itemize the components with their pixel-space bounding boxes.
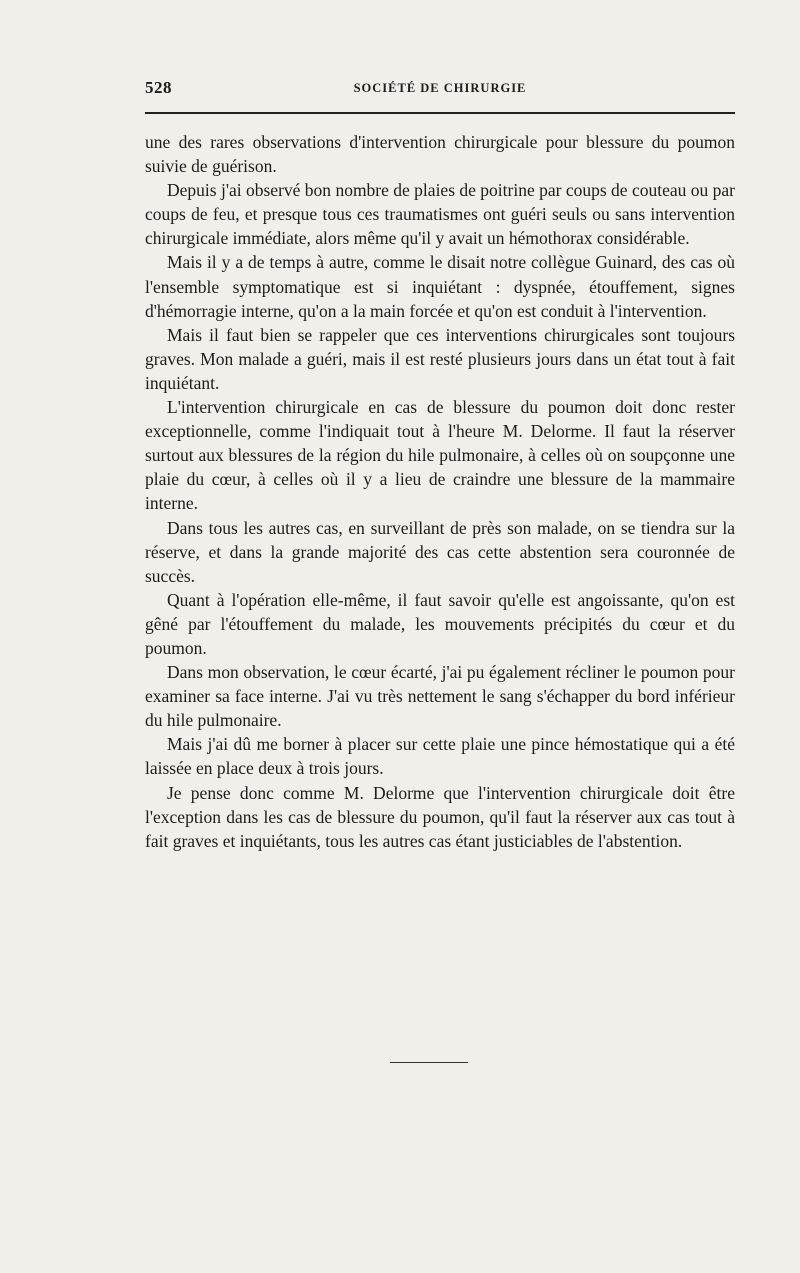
paragraph: Dans mon observation, le cœur écarté, j'ai pu également récliner le poumon pour examiner sa face interne. J'ai vu très nettement le sang s'échapper du bord inférieur du hile pulmonaire. [145, 662, 735, 731]
paragraph: Mais il faut bien se rappeler que ces interventions chirurgicales sont toujours graves. Mon malade a guéri, mais il est resté plusieurs jours dans un état tout à fait inquiétant. [145, 324, 735, 393]
running-title: SOCIÉTÉ DE CHIRURGIE [353, 81, 527, 95]
paragraph: Mais il y a de temps à autre, comme le disait notre collègue Guinard, des cas où l'ensemble symptomatique est si inquiétant : dyspnée, étouffement, signes d'hémorragie interne, qu'on a la main forcée et qu'on est conduit à l'intervention. [145, 252, 735, 321]
paragraph: Je pense donc comme M. Delorme que l'intervention chirurgicale doit être l'exception dans les cas de blessure du poumon, qu'il faut la réserver aux cas tout à fait graves et inquiétants, tous les autres cas étant justiciables de l'abstention. [145, 782, 735, 851]
section-end-rule [390, 1062, 468, 1063]
page-header [145, 78, 735, 102]
paragraph: Mais j'ai dû me borner à placer sur cette plaie une pince hémostatique qui a été laissée en place deux à trois jours. [145, 734, 735, 779]
paragraph: Quant à l'opération elle-même, il faut savoir qu'elle est angoissante, qu'on est gêné par l'étouffement du malade, les mouvements précipités du cœur et du poumon. [145, 589, 735, 658]
paragraph: L'intervention chirurgicale en cas de blessure du poumon doit donc rester exceptionnelle, comme l'indiquait tout à l'heure M. Delorme. Il faut la réserver surtout aux blessures de la région du hile pulmonaire, à celles où on soupçonne une plaie du cœur, à celles où il y a lieu de craindre une blessure de la mammaire interne. [145, 397, 735, 514]
paragraph: Dans tous les autres cas, en surveillant de près son malade, on se tiendra sur la réserve, et dans la grande majorité des cas cette abstention sera couronnée de succès. [145, 517, 735, 586]
header-rule [145, 112, 735, 114]
page-number: 528 [145, 78, 172, 97]
paragraph-continuation: une des rares observations d'intervention chirurgicale pour blessure du poumon suivie de guérison. [145, 132, 735, 177]
body-text [145, 130, 735, 853]
paragraph: Depuis j'ai observé bon nombre de plaies de poitrine par coups de couteau ou par coups de feu, et presque tous ces traumatismes ont guéri seuls ou sans intervention chirurgicale immédiate, alors même qu'il y avait un hémothorax considérable. [145, 180, 735, 249]
